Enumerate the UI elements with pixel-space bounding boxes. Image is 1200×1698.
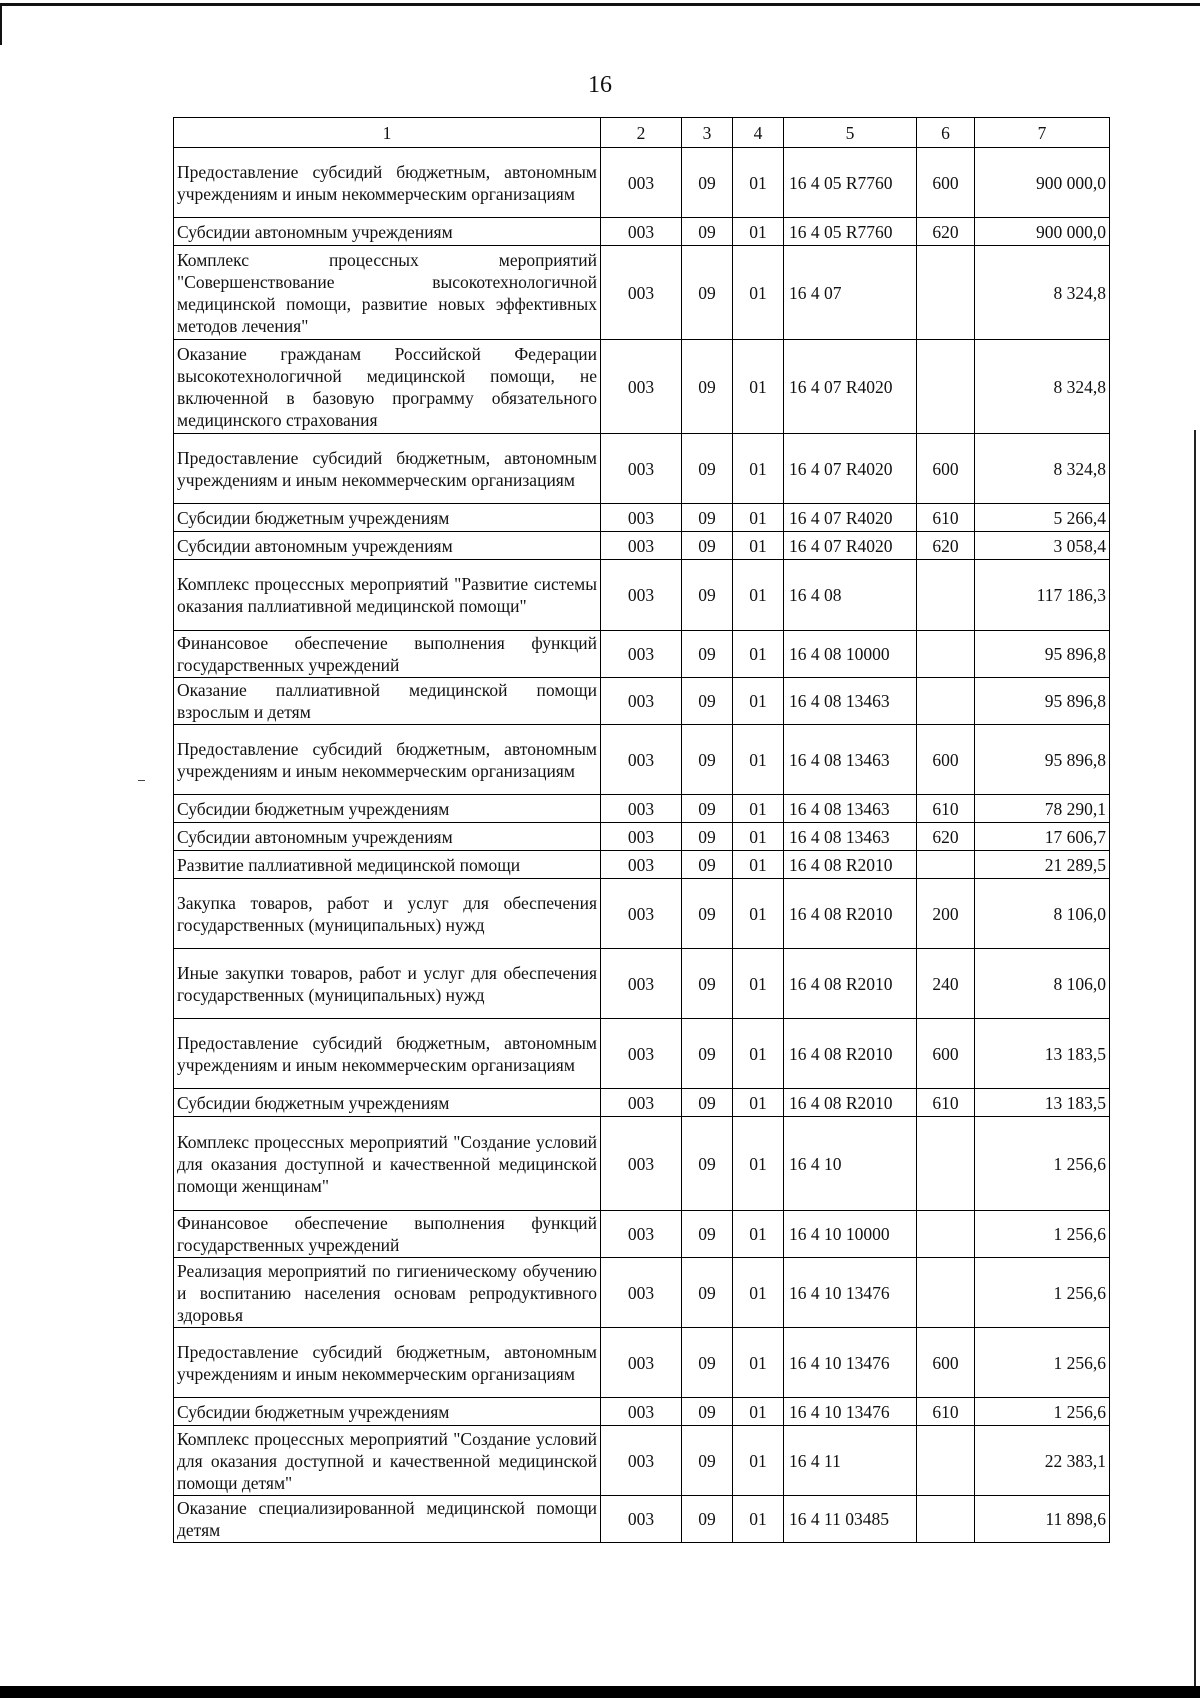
row-amount-cell: 1 256,6 [975,1258,1110,1328]
row-expense-type-cell: 620 [917,532,975,560]
row-amount-cell: 8 106,0 [975,879,1110,949]
row-amount-cell: 13 183,5 [975,1089,1110,1117]
row-subsection-cell: 01 [733,1398,784,1426]
row-amount-cell: 8 324,8 [975,246,1110,340]
table-row [174,1496,1110,1543]
row-name-cell: Реализация мероприятий по гигиеническому обучению и воспитанию населения основам репродуктивного здоровья [174,1258,601,1328]
table-row [174,949,1110,1019]
row-expense-type-cell [917,246,975,340]
row-target-code-cell: 16 4 08 R2010 [784,949,917,1019]
row-expense-type-cell [917,1211,975,1258]
row-expense-type-cell: 610 [917,1398,975,1426]
row-section-cell: 09 [682,1211,733,1258]
row-target-code-cell: 16 4 05 R7760 [784,218,917,246]
header-cell: 1 [174,118,601,148]
row-grbs-cell: 003 [601,246,682,340]
row-amount-cell: 17 606,7 [975,823,1110,851]
row-subsection-cell: 01 [733,949,784,1019]
row-amount-cell: 1 256,6 [975,1211,1110,1258]
row-section-cell: 09 [682,532,733,560]
row-grbs-cell: 003 [601,532,682,560]
row-subsection-cell: 01 [733,434,784,504]
row-section-cell: 09 [682,218,733,246]
table-row [174,1211,1110,1258]
row-subsection-cell: 01 [733,795,784,823]
row-section-cell: 09 [682,504,733,532]
row-grbs-cell: 003 [601,879,682,949]
row-target-code-cell: 16 4 08 R2010 [784,1089,917,1117]
row-subsection-cell: 01 [733,532,784,560]
row-target-code-cell: 16 4 08 13463 [784,725,917,795]
row-target-code-cell: 16 4 07 R4020 [784,504,917,532]
row-grbs-cell: 003 [601,851,682,879]
table-row [174,1426,1110,1496]
row-name-cell: Иные закупки товаров, работ и услуг для обеспечения государственных (муниципальных) нужд [174,949,601,1019]
scan-border-right [1194,430,1196,1698]
row-grbs-cell: 003 [601,1258,682,1328]
row-amount-cell: 900 000,0 [975,148,1110,218]
scan-border-top [0,3,1200,6]
scan-speck [138,780,145,781]
row-subsection-cell: 01 [733,246,784,340]
row-target-code-cell: 16 4 10 13476 [784,1258,917,1328]
row-subsection-cell: 01 [733,851,784,879]
row-target-code-cell: 16 4 07 [784,246,917,340]
row-section-cell: 09 [682,560,733,631]
row-name-cell: Финансовое обеспечение выполнения функций государственных учреждений [174,1211,601,1258]
row-subsection-cell: 01 [733,1211,784,1258]
row-section-cell: 09 [682,949,733,1019]
row-section-cell: 09 [682,1398,733,1426]
table-row [174,1089,1110,1117]
table-row [174,1117,1110,1211]
row-section-cell: 09 [682,1117,733,1211]
row-grbs-cell: 003 [601,678,682,725]
row-subsection-cell: 01 [733,504,784,532]
row-grbs-cell: 003 [601,1426,682,1496]
table-row [174,560,1110,631]
row-subsection-cell: 01 [733,678,784,725]
row-expense-type-cell [917,560,975,631]
row-amount-cell: 8 106,0 [975,949,1110,1019]
row-expense-type-cell [917,340,975,434]
row-subsection-cell: 01 [733,1496,784,1543]
row-subsection-cell: 01 [733,1426,784,1496]
page-number: 16 [588,72,612,98]
header-cell: 7 [975,118,1110,148]
table-row [174,340,1110,434]
row-amount-cell: 13 183,5 [975,1019,1110,1089]
row-subsection-cell: 01 [733,340,784,434]
row-expense-type-cell [917,851,975,879]
scan-border-left [0,3,2,45]
row-target-code-cell: 16 4 08 R2010 [784,1019,917,1089]
table-row [174,148,1110,218]
table-row [174,246,1110,340]
row-amount-cell: 8 324,8 [975,434,1110,504]
row-expense-type-cell [917,1258,975,1328]
row-target-code-cell: 16 4 08 [784,560,917,631]
budget-table [173,117,1110,1543]
table-body [174,118,1110,1543]
row-grbs-cell: 003 [601,795,682,823]
row-section-cell: 09 [682,851,733,879]
table-row [174,795,1110,823]
row-name-cell: Субсидии бюджетным учреждениям [174,1089,601,1117]
row-section-cell: 09 [682,823,733,851]
row-grbs-cell: 003 [601,560,682,631]
row-section-cell: 09 [682,340,733,434]
row-expense-type-cell [917,631,975,678]
row-target-code-cell: 16 4 08 13463 [784,678,917,725]
row-name-cell: Комплекс процессных мероприятий "Создание условий для оказания доступной и качественной медицинской помощи детям" [174,1426,601,1496]
row-subsection-cell: 01 [733,725,784,795]
row-name-cell: Субсидии бюджетным учреждениям [174,795,601,823]
row-grbs-cell: 003 [601,1089,682,1117]
row-name-cell: Субсидии автономным учреждениям [174,532,601,560]
row-target-code-cell: 16 4 07 R4020 [784,532,917,560]
row-amount-cell: 1 256,6 [975,1117,1110,1211]
row-name-cell: Комплекс процессных мероприятий "Совершенствование высокотехнологичной медицинской помощи, развитие новых эффективных методов лечения" [174,246,601,340]
row-grbs-cell: 003 [601,1328,682,1398]
header-cell: 3 [682,118,733,148]
row-target-code-cell: 16 4 10 13476 [784,1328,917,1398]
row-grbs-cell: 003 [601,823,682,851]
row-target-code-cell: 16 4 10 [784,1117,917,1211]
table-row [174,879,1110,949]
row-expense-type-cell: 610 [917,1089,975,1117]
row-name-cell: Предоставление субсидий бюджетным, автономным учреждениям и иным некоммерческим организациям [174,1019,601,1089]
row-name-cell: Предоставление субсидий бюджетным, автономным учреждениям и иным некоммерческим организациям [174,148,601,218]
row-name-cell: Субсидии бюджетным учреждениям [174,504,601,532]
row-section-cell: 09 [682,725,733,795]
row-expense-type-cell [917,1496,975,1543]
row-amount-cell: 78 290,1 [975,795,1110,823]
row-expense-type-cell: 620 [917,218,975,246]
table-row [174,434,1110,504]
row-subsection-cell: 01 [733,218,784,246]
row-amount-cell: 95 896,8 [975,678,1110,725]
row-subsection-cell: 01 [733,560,784,631]
row-section-cell: 09 [682,434,733,504]
header-cell: 4 [733,118,784,148]
row-target-code-cell: 16 4 11 [784,1426,917,1496]
row-amount-cell: 1 256,6 [975,1328,1110,1398]
row-target-code-cell: 16 4 05 R7760 [784,148,917,218]
row-amount-cell: 1 256,6 [975,1398,1110,1426]
table-row [174,823,1110,851]
row-name-cell: Закупка товаров, работ и услуг для обеспечения государственных (муниципальных) нужд [174,879,601,949]
row-section-cell: 09 [682,1328,733,1398]
row-name-cell: Развитие паллиативной медицинской помощи [174,851,601,879]
row-grbs-cell: 003 [601,1398,682,1426]
table-row [174,631,1110,678]
header-cell: 5 [784,118,917,148]
row-expense-type-cell: 600 [917,1328,975,1398]
row-amount-cell: 95 896,8 [975,725,1110,795]
row-target-code-cell: 16 4 10 10000 [784,1211,917,1258]
row-grbs-cell: 003 [601,1496,682,1543]
row-grbs-cell: 003 [601,434,682,504]
table-header-row [174,118,1110,148]
row-name-cell: Субсидии бюджетным учреждениям [174,1398,601,1426]
table-row [174,851,1110,879]
row-subsection-cell: 01 [733,631,784,678]
row-expense-type-cell: 600 [917,1019,975,1089]
row-expense-type-cell [917,1426,975,1496]
row-name-cell: Субсидии автономным учреждениям [174,218,601,246]
row-name-cell: Комплекс процессных мероприятий "Создание условий для оказания доступной и качественной медицинской помощи женщинам" [174,1117,601,1211]
table-row [174,1258,1110,1328]
row-grbs-cell: 003 [601,340,682,434]
row-grbs-cell: 003 [601,1019,682,1089]
table-row [174,218,1110,246]
row-grbs-cell: 003 [601,504,682,532]
row-expense-type-cell: 620 [917,823,975,851]
table-row [174,504,1110,532]
row-amount-cell: 22 383,1 [975,1426,1110,1496]
row-amount-cell: 11 898,6 [975,1496,1110,1543]
table-row [174,1019,1110,1089]
row-name-cell: Предоставление субсидий бюджетным, автономным учреждениям и иным некоммерческим организациям [174,725,601,795]
row-subsection-cell: 01 [733,1258,784,1328]
row-section-cell: 09 [682,1089,733,1117]
row-subsection-cell: 01 [733,823,784,851]
row-section-cell: 09 [682,879,733,949]
row-amount-cell: 8 324,8 [975,340,1110,434]
row-expense-type-cell: 600 [917,434,975,504]
header-cell: 6 [917,118,975,148]
row-grbs-cell: 003 [601,725,682,795]
row-name-cell: Предоставление субсидий бюджетным, автономным учреждениям и иным некоммерческим организациям [174,434,601,504]
table-row [174,1398,1110,1426]
row-grbs-cell: 003 [601,218,682,246]
row-expense-type-cell: 600 [917,148,975,218]
row-section-cell: 09 [682,148,733,218]
row-subsection-cell: 01 [733,879,784,949]
row-amount-cell: 900 000,0 [975,218,1110,246]
row-grbs-cell: 003 [601,1117,682,1211]
row-expense-type-cell: 610 [917,504,975,532]
row-section-cell: 09 [682,1019,733,1089]
row-section-cell: 09 [682,246,733,340]
scan-border-bottom [0,1686,1200,1698]
row-name-cell: Комплекс процессных мероприятий "Развитие системы оказания паллиативной медицинской помощи" [174,560,601,631]
row-target-code-cell: 16 4 07 R4020 [784,340,917,434]
row-target-code-cell: 16 4 10 13476 [784,1398,917,1426]
row-name-cell: Оказание специализированной медицинской помощи детям [174,1496,601,1543]
row-name-cell: Предоставление субсидий бюджетным, автономным учреждениям и иным некоммерческим организациям [174,1328,601,1398]
row-amount-cell: 21 289,5 [975,851,1110,879]
row-subsection-cell: 01 [733,148,784,218]
row-amount-cell: 95 896,8 [975,631,1110,678]
row-target-code-cell: 16 4 08 10000 [784,631,917,678]
row-expense-type-cell: 240 [917,949,975,1019]
row-target-code-cell: 16 4 07 R4020 [784,434,917,504]
row-subsection-cell: 01 [733,1089,784,1117]
row-expense-type-cell: 610 [917,795,975,823]
header-cell: 2 [601,118,682,148]
row-amount-cell: 5 266,4 [975,504,1110,532]
row-target-code-cell: 16 4 08 R2010 [784,879,917,949]
row-grbs-cell: 003 [601,631,682,678]
row-amount-cell: 117 186,3 [975,560,1110,631]
row-expense-type-cell: 600 [917,725,975,795]
row-grbs-cell: 003 [601,949,682,1019]
row-section-cell: 09 [682,795,733,823]
row-grbs-cell: 003 [601,1211,682,1258]
row-name-cell: Оказание гражданам Российской Федерации высокотехнологичной медицинской помощи, не включенной в базовую программу обязательного медицинского страхования [174,340,601,434]
table-row [174,1328,1110,1398]
row-expense-type-cell [917,678,975,725]
row-name-cell: Финансовое обеспечение выполнения функций государственных учреждений [174,631,601,678]
row-expense-type-cell: 200 [917,879,975,949]
row-subsection-cell: 01 [733,1117,784,1211]
row-section-cell: 09 [682,1496,733,1543]
row-section-cell: 09 [682,631,733,678]
row-subsection-cell: 01 [733,1019,784,1089]
row-expense-type-cell [917,1117,975,1211]
table-row [174,725,1110,795]
row-grbs-cell: 003 [601,148,682,218]
row-section-cell: 09 [682,1258,733,1328]
table-row [174,532,1110,560]
row-name-cell: Субсидии автономным учреждениям [174,823,601,851]
row-target-code-cell: 16 4 08 13463 [784,823,917,851]
row-amount-cell: 3 058,4 [975,532,1110,560]
row-target-code-cell: 16 4 08 13463 [784,795,917,823]
row-subsection-cell: 01 [733,1328,784,1398]
row-section-cell: 09 [682,678,733,725]
table-row [174,678,1110,725]
row-section-cell: 09 [682,1426,733,1496]
row-name-cell: Оказание паллиативной медицинской помощи взрослым и детям [174,678,601,725]
row-target-code-cell: 16 4 08 R2010 [784,851,917,879]
row-target-code-cell: 16 4 11 03485 [784,1496,917,1543]
